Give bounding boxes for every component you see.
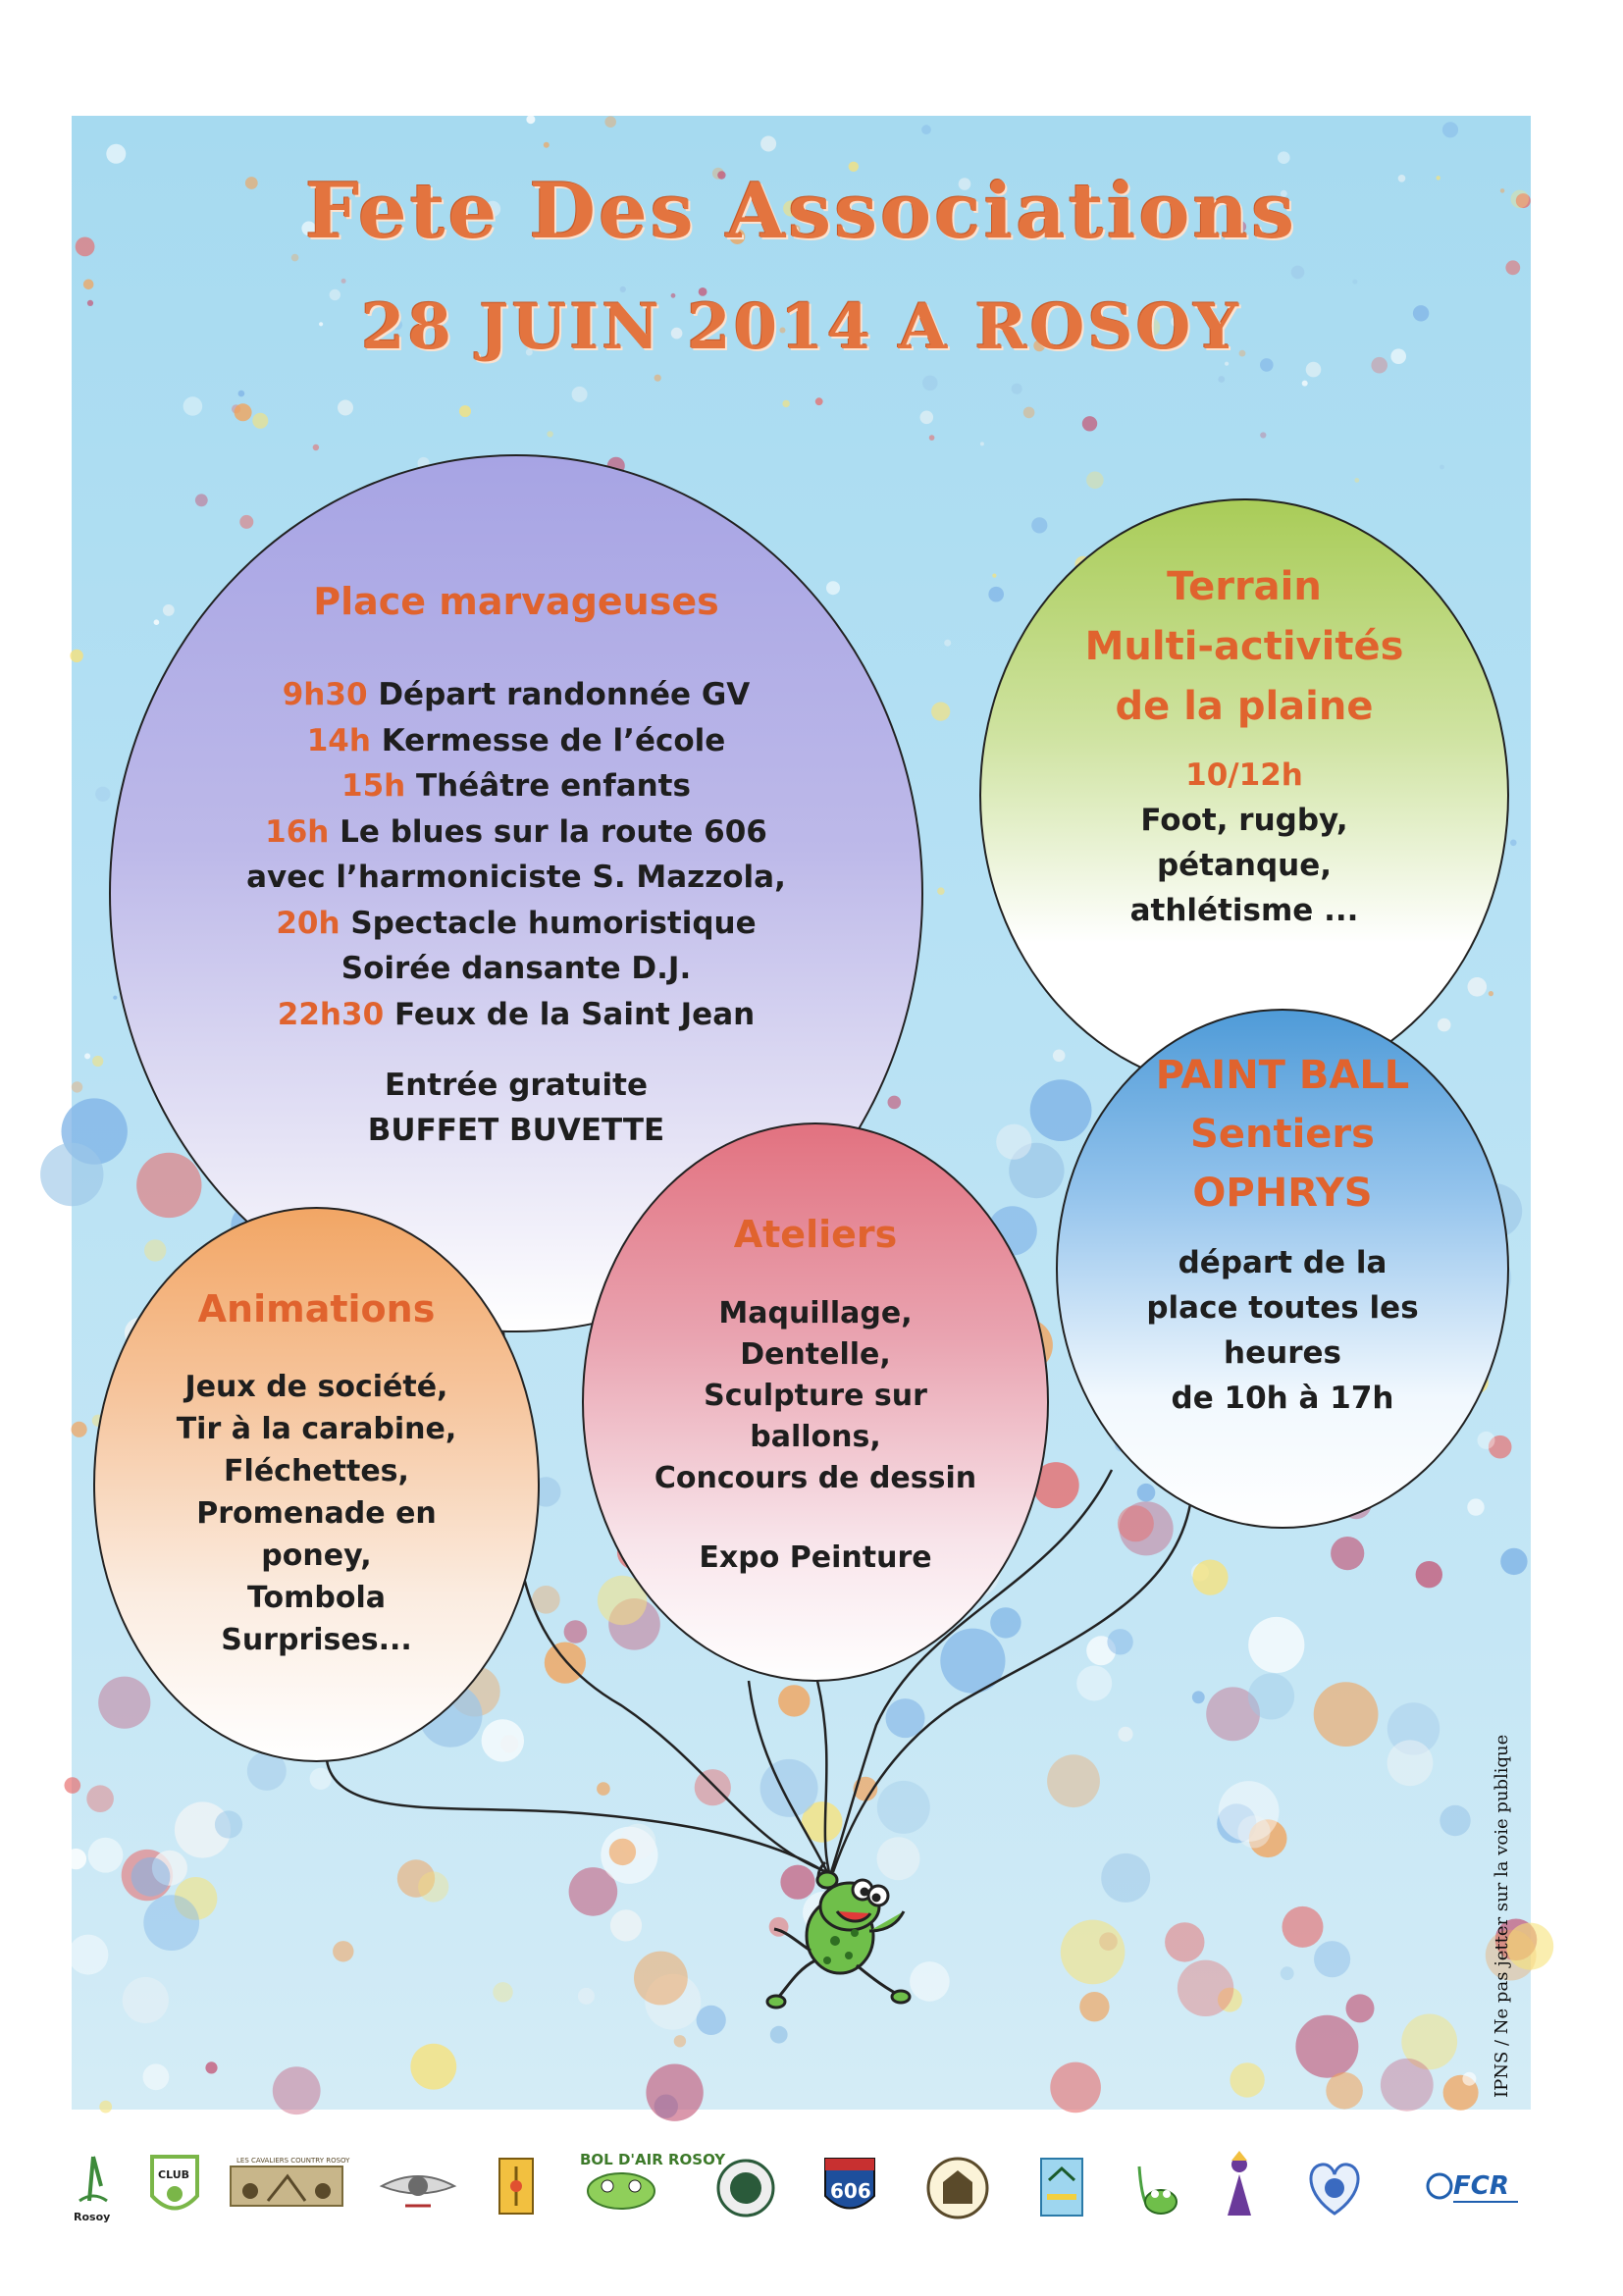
program-line: avec l’harmoniciste S. Mazzola, — [246, 860, 786, 895]
animations-title: Animations — [197, 1287, 436, 1331]
balloon-ateliers — [582, 1122, 1049, 1682]
poster-title: Fete Des Associations — [304, 167, 1298, 256]
buffet-text: BUFFET BUVETTE — [367, 1113, 665, 1148]
place-title: Place marvageuses — [313, 580, 719, 623]
paintball-details: départ de la place toutes les heures de 10h à 17h — [1146, 1245, 1419, 1416]
heart-logo-icon — [1300, 2147, 1369, 2225]
logo-label: Rosoy — [74, 2211, 111, 2223]
logo-label: 606 — [830, 2179, 871, 2203]
logo-label: LES CAVALIERS COUNTRY ROSOY — [236, 2157, 350, 2165]
program-line: 9h30 Départ randonnée GV — [282, 677, 751, 712]
place-program — [111, 672, 921, 1037]
poster — [72, 116, 1531, 2110]
round-club-logo-icon — [711, 2147, 780, 2225]
program-line: Soirée dansante D.J. — [340, 951, 692, 986]
patrimoine-logo-icon — [921, 2147, 994, 2225]
moto-club-logo-icon — [376, 2147, 460, 2225]
route-606-logo-icon — [821, 2147, 878, 2225]
expo-text: Expo Peinture — [699, 1540, 932, 1575]
terrain-details: 10/12h Foot, rugby, pétanque, athlétisme ... — [1129, 757, 1359, 928]
program-line: 14h Kermesse de l’école — [306, 722, 726, 758]
ophrys-logo-icon — [496, 2147, 537, 2225]
ipns-side-note: IPNS / Ne pas jetter sur la voie publique — [1492, 1734, 1512, 2098]
cavaliers-logo-icon — [229, 2147, 350, 2225]
sponsor-logos — [72, 2147, 1531, 2241]
program-line: 20h Spectacle humoristique — [276, 905, 757, 941]
entry-free-text: Entrée gratuite — [385, 1068, 648, 1103]
ateliers-list: Maquillage, Dentelle, Sculpture sur ballons, Concours de dessin — [654, 1296, 977, 1495]
program-line: 15h Théâtre enfants — [341, 768, 691, 804]
bol-dair-logo-icon — [572, 2147, 726, 2225]
balloon-paint-ball — [1056, 1009, 1509, 1529]
club-logo-icon — [148, 2147, 201, 2225]
logo-label: BOL D'AIR ROSOY — [580, 2151, 726, 2168]
fcr-logo-icon — [1424, 2147, 1522, 2225]
balloon-animations — [93, 1207, 540, 1762]
balloon-terrain — [979, 498, 1509, 1092]
figure-logo-icon — [1220, 2147, 1259, 2225]
poster-date-location: 28 JUIN 2014 A ROSOY — [360, 290, 1242, 364]
foyer-logo-icon — [1037, 2147, 1086, 2225]
rosoy-logo-icon — [72, 2147, 115, 2225]
frog-mascot-icon — [766, 1852, 914, 2019]
program-line: 22h30 Feux de la Saint Jean — [277, 996, 756, 1032]
terrain-title: Terrain Multi-activités de la plaine — [1084, 564, 1404, 729]
program-line: 16h Le blues sur la route 606 — [265, 813, 767, 850]
paintball-title: PAINT BALL Sentiers OPHRYS — [1155, 1053, 1410, 1216]
logo-label: FCR — [1453, 2171, 1509, 2201]
animations-list: Jeux de société, Tir à la carabine, Fléchettes, Promenade en poney, Tombola Surprises... — [176, 1370, 457, 1657]
frog-logo-icon — [1127, 2147, 1186, 2225]
logo-label: CLUB — [158, 2168, 190, 2181]
ateliers-title: Ateliers — [733, 1213, 898, 1256]
